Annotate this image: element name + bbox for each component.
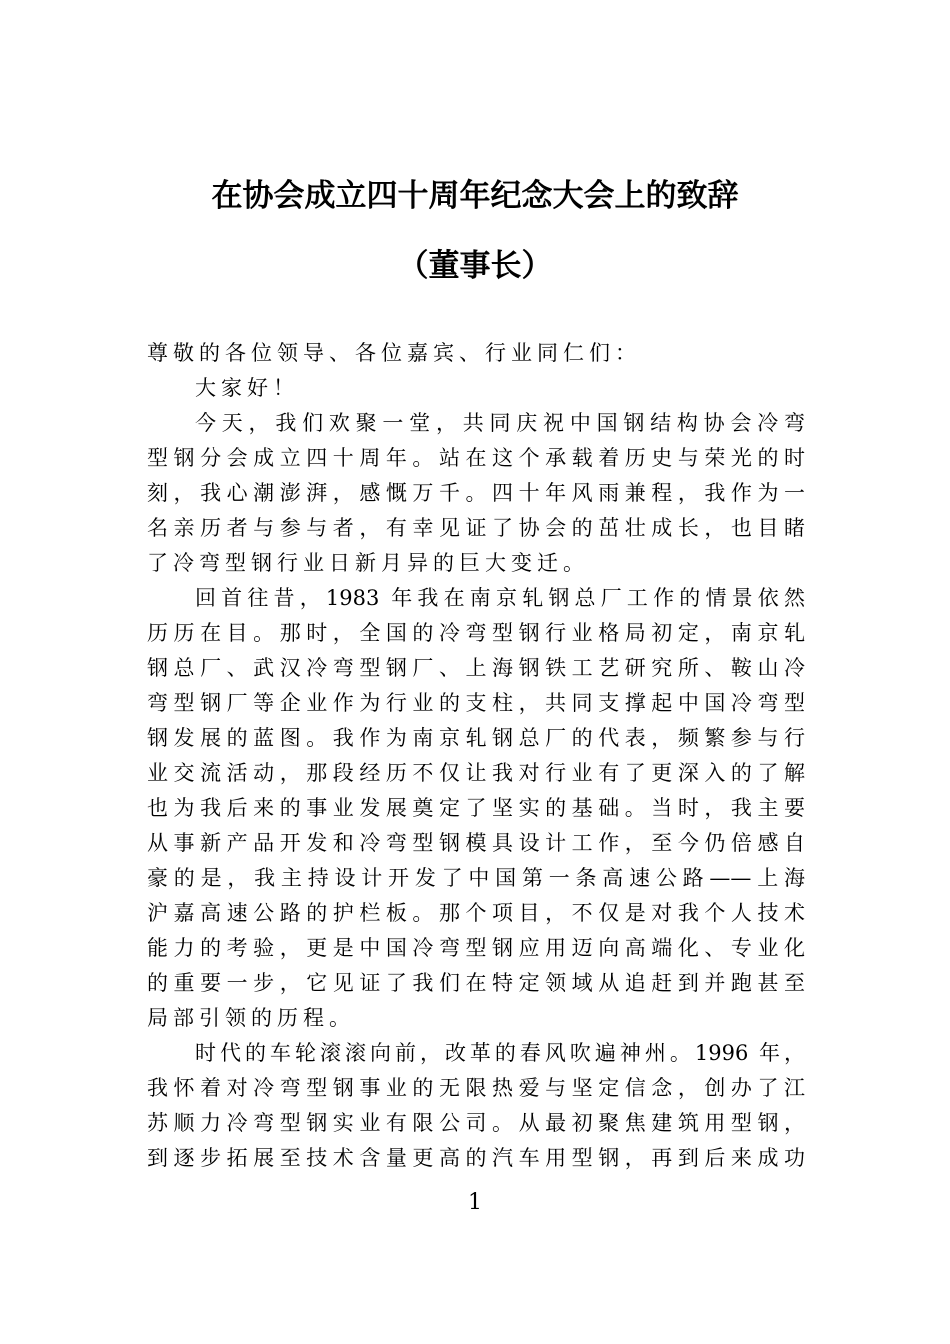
text-line: 业交流活动，那段经历不仅让我对行业有了更深入的了解	[147, 761, 805, 785]
text-line: 今天，我们欢聚一堂，共同庆祝中国钢结构协会冷弯	[195, 411, 805, 435]
text-line: 型钢分会成立四十周年。站在这个承载着历史与荣光的时	[147, 446, 805, 470]
text-line: 了冷弯型钢行业日新月异的巨大变迁。	[147, 551, 589, 575]
text-line: 从事新产品开发和冷弯型钢模具设计工作，至今仍倍感自	[147, 831, 805, 855]
text-line: 尊敬的各位领导、各位嘉宾、行业同仁们：	[147, 341, 641, 365]
paragraph	[147, 581, 805, 1036]
document-title: 在协会成立四十周年纪念大会上的致辞	[211, 178, 739, 214]
text-line: 钢发展的蓝图。我作为南京轧钢总厂的代表，频繁参与行	[147, 726, 805, 750]
document-subtitle: （董事长）	[397, 248, 553, 284]
paragraph	[147, 371, 805, 406]
paragraph	[147, 406, 805, 581]
text-line: 能力的考验，更是中国冷弯型钢应用迈向高端化、专业化	[147, 936, 805, 960]
text-line: 也为我后来的事业发展奠定了坚实的基础。当时，我主要	[147, 796, 805, 820]
text-line: 的重要一步，它见证了我们在特定领域从追赶到并跑甚至	[147, 971, 805, 995]
text-line: 局部引领的历程。	[147, 1006, 355, 1030]
text-line: 名亲历者与参与者，有幸见证了协会的茁壮成长，也目睹	[147, 516, 805, 540]
text-line: 钢总厂、武汉冷弯型钢厂、上海钢铁工艺研究所、鞍山冷	[147, 656, 805, 680]
text-line: 历历在目。那时，全国的冷弯型钢行业格局初定，南京轧	[147, 621, 805, 645]
paragraph	[147, 336, 805, 371]
text-line: 大家好！	[195, 376, 299, 400]
text-line: 弯型钢厂等企业作为行业的支柱，共同支撑起中国冷弯型	[147, 691, 805, 715]
text-line: 豪的是，我主持设计开发了中国第一条高速公路——上海	[147, 866, 805, 890]
text-line: 我怀着对冷弯型钢事业的无限热爱与坚定信念，创办了江	[147, 1076, 805, 1100]
text-line: 刻，我心潮澎湃，感慨万千。四十年风雨兼程，我作为一	[147, 481, 805, 505]
page-number: 1	[468, 1190, 482, 1215]
document-body	[147, 336, 805, 1176]
text-line: 苏顺力冷弯型钢实业有限公司。从最初聚焦建筑用型钢，	[147, 1111, 805, 1135]
text-line: 回首往昔，1983 年我在南京轧钢总厂工作的情景依然	[195, 586, 805, 610]
text-line: 沪嘉高速公路的护栏板。那个项目，不仅是对我个人技术	[147, 901, 805, 925]
paragraph	[147, 1036, 805, 1176]
text-line: 时代的车轮滚滚向前，改革的春风吹遍神州。1996 年，	[195, 1041, 805, 1065]
text-line: 到逐步拓展至技术含量更高的汽车用型钢，再到后来成功	[147, 1146, 805, 1170]
